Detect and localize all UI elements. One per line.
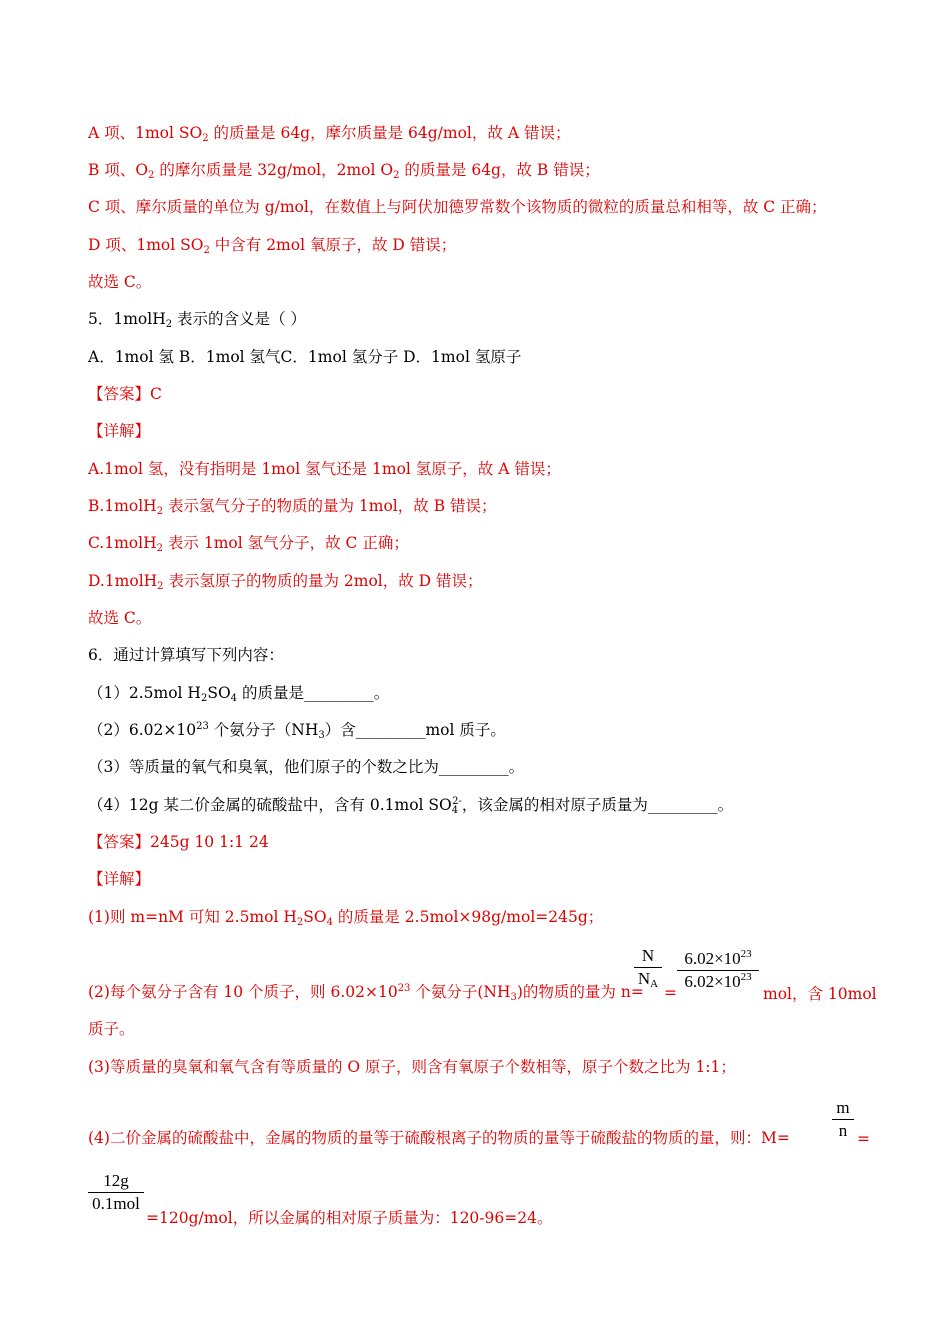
fraction-n-over-na: N $N_A$ <box>634 945 662 990</box>
explain-line-c: C 项、摩尔质量的单位为 g/mol，在数值上与阿伏加德罗常数个该物质的微粒的质量总和相等，故 C 正确； <box>88 198 827 216</box>
q5-detail-a: A.1mol 氢，没有指明是 1mol 氢气还是 1mol 氢原子，故 A 错误； <box>88 460 561 478</box>
q5-stem: 5．1molH$_2$ 表示的含义是（ ） <box>88 310 306 330</box>
q6-solution-4: (4)二价金属的硫酸盐中，金属的物质的量等于硫酸根离子的物质的量等于硫酸盐的物质的量，则：M= <box>88 1129 790 1147</box>
q6-detail-label: 【详解】 <box>88 870 151 888</box>
q6-solution-4-tail: =120g/mol，所以金属的相对原子质量为：120-96=24。 <box>146 1209 553 1227</box>
q5-detail-d: D.1molH$_2$ 表示氢原子的物质的量为 2mol，故 D 错误； <box>88 572 483 592</box>
q6-solution-2: (2)每个氨分子含有 10 个质子，则 $6.02\times 10^{23}$ 个氨分子$(NH_3)$的物质的量为 n= <box>88 983 644 1003</box>
fraction-avogadro: $6.02\times 10^{23}$ $6.02\times 10^{23}$ <box>677 948 759 993</box>
q6-part-3: （3）等质量的氧气和臭氧，他们原子的个数之比为_________。 <box>88 758 525 776</box>
q6-solution-3: (3)等质量的臭氧和氧气含有等质量的 O 原子，则含有氧原子个数相等，原子个数之比为 1:1； <box>88 1058 736 1076</box>
q5-conclusion: 故选 C。 <box>88 609 152 627</box>
explain-conclusion: 故选 C。 <box>88 273 152 291</box>
q5-answer: 【答案】C <box>88 385 162 403</box>
q5-detail-b: B.1molH$_2$ 表示氢气分子的物质的量为 1mol，故 B 错误； <box>88 497 497 517</box>
q6-part-1: （1）2.5mol $H_2SO_4$ 的质量是_________。 <box>88 684 390 704</box>
q6-answer: 【答案】245g 10 1:1 24 <box>88 833 269 851</box>
q6-solution-1: (1)则 m=nM 可知 2.5mol $H_2SO_4$ 的质量是 2.5mol×98g/mol=245g； <box>88 908 604 928</box>
fraction-m-over-n: m n <box>832 1097 854 1142</box>
explain-line-a: A 项、1mol $SO_2$ 的质量是 64g，摩尔质量是 64g/mol，故 A 错误； <box>88 124 571 144</box>
explain-line-d: D 项、1mol $SO_2$ 中含有 2mol 氧原子，故 D 错误； <box>88 236 457 256</box>
q6-part-4: （4）12g 某二价金属的硫酸盐中，含有 0.1mol $SO_4^{2-}$，该金属的相对原子质量为_________。 <box>88 796 734 816</box>
equals-sign: = <box>664 984 677 1002</box>
explain-line-b: B 项、$O_2$ 的摩尔质量是 32g/mol，2mol $O_2$ 的质量是 64g，故 B 错误； <box>88 161 600 181</box>
q6-solution-2-tail: mol，含 10mol <box>763 985 877 1003</box>
fraction-12g-over-0.1mol: 12g 0.1mol <box>88 1170 144 1215</box>
q6-solution-2-cont: 质子。 <box>88 1020 135 1038</box>
q5-detail-label: 【详解】 <box>88 422 151 440</box>
q6-stem: 6．通过计算填写下列内容： <box>88 646 284 664</box>
equals-sign-2: = <box>857 1130 870 1148</box>
q5-options: A．1mol 氢 B．1mol 氢气C．1mol 氢分子 D．1mol 氢原子 <box>88 348 522 366</box>
q6-part-2: $(2)6.02\times 10^{23}$ 个氨分子$(NH_3)$含_________mol 质子。 <box>88 721 506 741</box>
q5-detail-c: C.1molH$_2$ 表示 1mol 氢气分子，故 C 正确； <box>88 534 409 554</box>
